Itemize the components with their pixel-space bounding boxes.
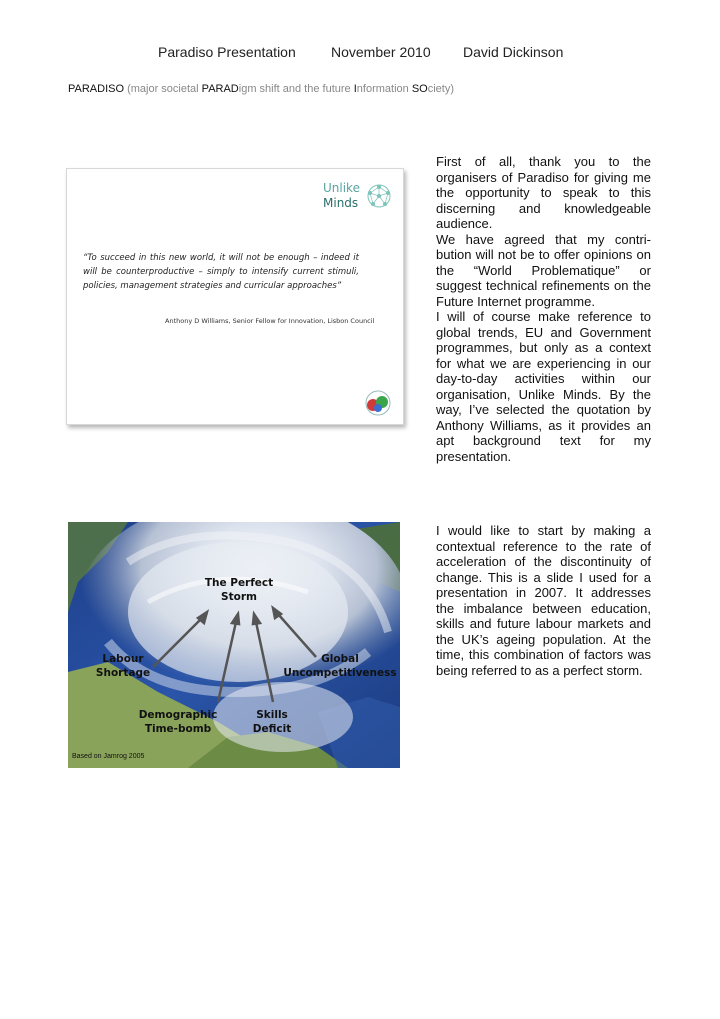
logo-line-2: Minds: [323, 196, 359, 210]
paragraph-text: I will of course make reference to global trends, EU and Government programmes, but only as a context for what we are experiencing in our day-to-day activities within our organisation, Unlike Minds. By the way, I’ve selected the quotation by Anthony Williams, as it provides an apt background text for my presentation.: [436, 309, 651, 464]
acronym-line: [68, 83, 454, 95]
network-globe-icon: [365, 181, 393, 211]
source-note: Based on Jamrog 2005: [72, 753, 145, 760]
acronym-word: PARADISO: [68, 83, 125, 95]
acronym-part: (major societal: [124, 83, 202, 95]
label-line: Storm: [221, 591, 257, 603]
label-perfect-storm: [194, 576, 284, 604]
slide-perfect-storm: [68, 522, 400, 768]
acronym-letters: SO: [411, 83, 428, 95]
slide-quote: [66, 168, 404, 425]
paragraph-text: We have agreed that my contri-bution will not be to offer opinions on the “World Problematique” or suggest technical refinements on the Future Internet programme.: [436, 231, 651, 309]
logo-line-1: Unlike: [323, 181, 360, 195]
paragraph-perfect-storm: [436, 523, 651, 678]
label-global-uncompetitiveness: [280, 652, 400, 680]
header-title: Paradiso Presentation: [158, 44, 296, 60]
acronym-part: nformation: [356, 83, 412, 95]
label-demographic-time-bomb: [138, 708, 218, 736]
unlike-minds-logo: [323, 179, 393, 219]
paragraph-text: I would like to start by making a contextual reference to the rate of acceleration of the discontinuity of change. This is a slide I used for a presentation in 2007. It addresses the imbalance between education, skills and future labour markets and the UK’s ageing population. At the time, this combination of factors was being referred to as a perfect storm.: [436, 523, 651, 678]
label-skills-deficit: [244, 708, 300, 736]
acronym-letters: I: [353, 83, 357, 95]
label-labour-shortage: [88, 652, 158, 680]
page-header: [0, 44, 720, 64]
quote-text: “To succeed in this new world, it will not be enough – indeed it will be counterproductive – simply to intensify current stimuli, policies, management strategies and curricular approaches”: [83, 253, 359, 291]
paragraph-text: First of all, thank you to the organisers of Paradiso for giving me the opportunity to speak to this discerning and knowledgeable audience.: [436, 154, 651, 231]
label-line: Uncompetitiveness: [283, 667, 397, 679]
paragraph-intro: [436, 154, 651, 464]
small-logo-icon: [363, 390, 393, 416]
label-line: Demographic: [138, 709, 218, 721]
header-author: David Dickinson: [463, 44, 564, 60]
label-line: Labour: [102, 653, 144, 665]
acronym-part: ciety): [427, 83, 454, 95]
quote-attribution: Anthony D Williams, Senior Fellow for Innovation, Lisbon Council: [165, 317, 375, 325]
label-line: Shortage: [95, 667, 151, 679]
hurricane-satellite-image: [68, 522, 400, 768]
header-date: November 2010: [331, 44, 431, 60]
acronym-letters: PARAD: [201, 83, 239, 95]
acronym-part: igm shift and the future: [238, 83, 354, 95]
label-line: Deficit: [252, 723, 292, 735]
label-line: Global: [321, 653, 359, 665]
label-line: The Perfect: [204, 577, 274, 589]
label-line: Skills: [256, 709, 288, 721]
label-line: Time-bomb: [144, 723, 212, 735]
